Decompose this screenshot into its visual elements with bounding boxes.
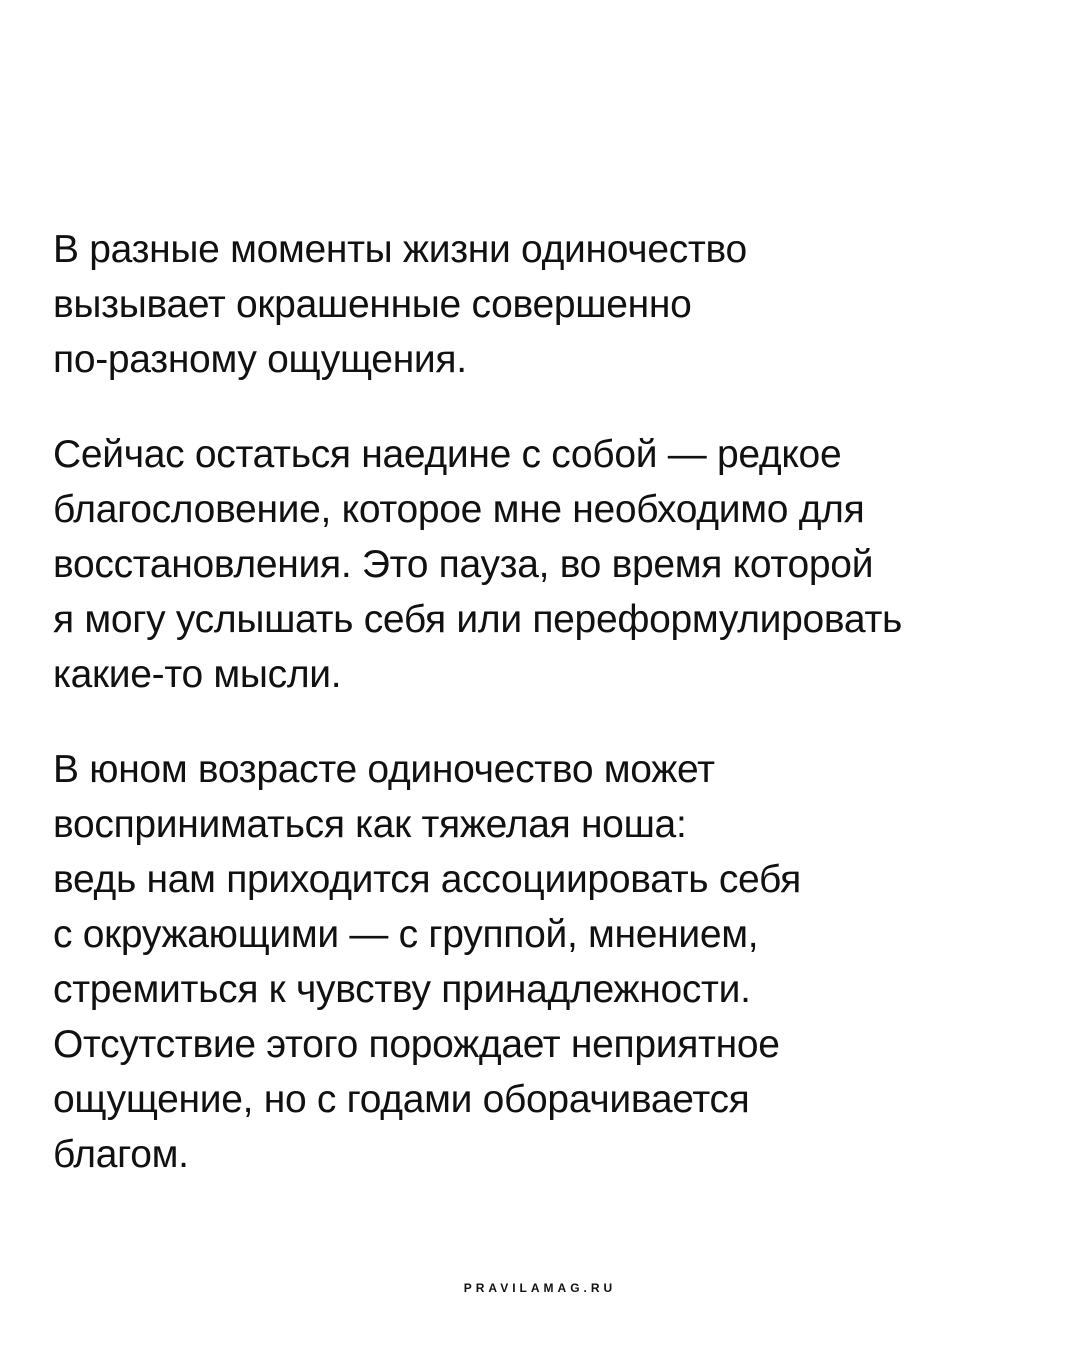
text-line: с окружающими — с группой, мнением, xyxy=(53,913,759,956)
paragraph-2 xyxy=(53,427,1043,702)
site-url: PRAVILAMAG.RU xyxy=(463,1281,617,1295)
paragraph-3 xyxy=(53,742,1043,1182)
article-body xyxy=(53,222,1043,1222)
text-line: вызывает окрашенные совершенно xyxy=(53,283,692,326)
text-line: ощущение, но с годами оборачивается xyxy=(53,1078,750,1121)
text-line: В разные моменты жизни одиночество xyxy=(53,228,747,271)
text-line: ведь нам приходится ассоциировать себя xyxy=(53,858,801,901)
paragraph-1 xyxy=(53,222,1043,387)
text-line: я могу услышать себя или переформулировать xyxy=(53,598,903,641)
text-line: стремиться к чувству принадлежности. xyxy=(53,968,751,1011)
text-line: Отсутствие этого порождает неприятное xyxy=(53,1023,780,1066)
text-line: какие-то мысли. xyxy=(53,653,342,696)
text-line: восприниматься как тяжелая ноша: xyxy=(53,803,687,846)
text-line: Сейчас остаться наедине с собой — редкое xyxy=(53,433,842,476)
text-line: по-разному ощущения. xyxy=(53,338,467,381)
text-line: благом. xyxy=(53,1133,189,1176)
text-line: восстановления. Это пауза, во время которой xyxy=(53,543,874,586)
text-line: благословение, которое мне необходимо для xyxy=(53,488,865,531)
site-footer xyxy=(0,1281,1080,1295)
text-line: В юном возрасте одиночество может xyxy=(53,748,715,791)
